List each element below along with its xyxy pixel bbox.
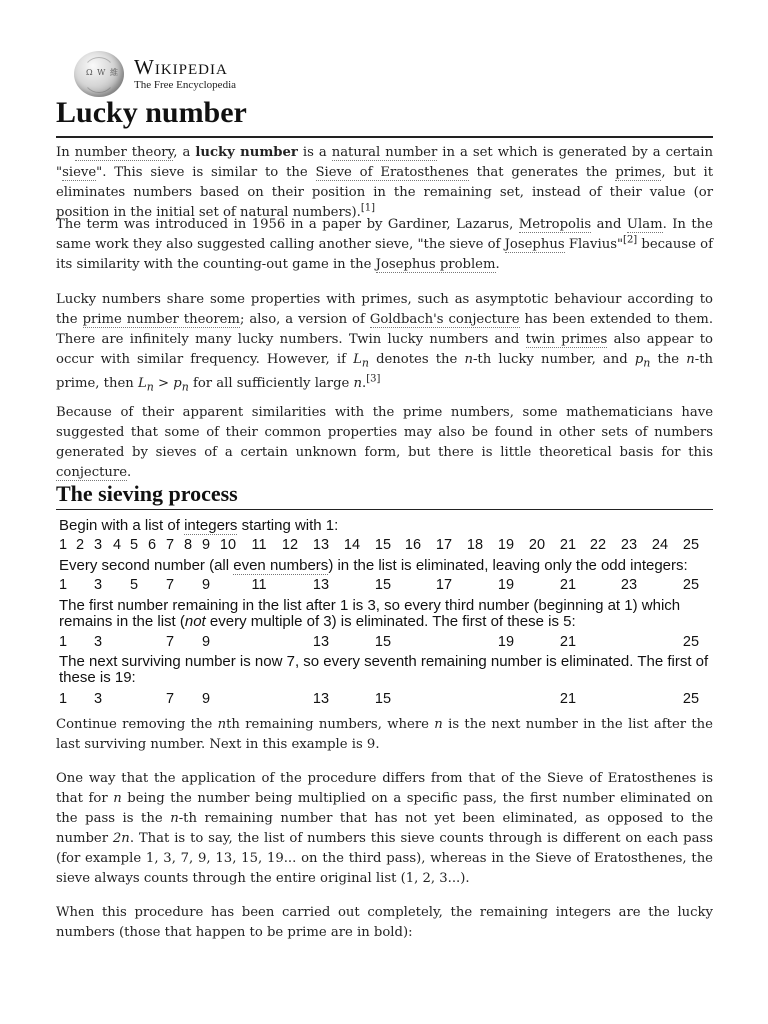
sieve-number: 19 xyxy=(497,634,515,650)
sieve-number: 21 xyxy=(559,577,577,593)
sieve-number: 9 xyxy=(201,577,211,593)
sieve-step-4: The next surviving number is now 7, so every seventh remaining number is eliminated. The first of these is 19: xyxy=(59,653,709,686)
reference-2[interactable]: [2] xyxy=(623,234,638,246)
intro-paragraph-1: In number theory, a lucky number is a natural number in a set which is generated by a certain "sieve". This sieve is similar to the Sieve of Eratosthenes that generates the primes, but it eliminates numbers based on their position in the remaining set, instead of their value (or position in the initial set of natural numbers).[1] xyxy=(56,145,713,220)
sieve-number: 13 xyxy=(312,691,330,707)
sieve-number: 14 xyxy=(343,537,361,553)
sieve-number: 19 xyxy=(497,577,515,593)
sieve-number: 3 xyxy=(93,634,103,650)
number-row-4 xyxy=(0,691,768,709)
sieve-number: 7 xyxy=(165,691,175,707)
sieve-step-2: Every second number (all even numbers) in the list is eliminated, leaving only the odd integers: xyxy=(59,557,688,574)
paragraph-continue: Continue removing the nth remaining numbers, where n is the next number in the list after the last surviving number. Next in this example is 9. xyxy=(56,717,713,752)
wordmark: Wikipedia xyxy=(134,55,228,79)
sieve-number: 15 xyxy=(374,634,392,650)
sieve-number: 25 xyxy=(682,577,700,593)
section-heading: The sieving process xyxy=(56,481,238,506)
wikipedia-logo[interactable] xyxy=(74,49,254,97)
sieve-number: 15 xyxy=(374,577,392,593)
sieve-number: 1 xyxy=(58,634,68,650)
link-primes[interactable]: primes xyxy=(615,165,662,180)
sieve-number: 7 xyxy=(165,537,175,553)
sieve-number: 23 xyxy=(620,537,638,553)
sieve-number: 13 xyxy=(312,577,330,593)
sieve-number: 12 xyxy=(281,537,299,553)
intro-paragraph-3: Lucky numbers share some properties with primes, such as asymptotic behaviour according to the prime number theorem; also, a version of Goldbach's conjecture has been extended to them. There are infinitely many lucky numbers. Twin lucky numbers and twin primes also appear to occur with similar frequency. However, if $L_n$ denotes the n-th lucky number, and $p_n$ the n-th prime, then $L_n > p_n$ for all sufficiently large n.[3] xyxy=(56,292,714,394)
paragraph-difference: One way that the application of the procedure differs from that of the Sieve of Eratosthenes is that for n being the number being multiplied on a specific pass, the first number eliminated on the pass is the n-th remaining number that has not yet been eliminated, as opposed to the number 2n. That is to say, the list of numbers this sieve counts through is different on each pass (for example 1, 3, 7, 9, 13, 15, 19... on the third pass), whereas in the Sieve of Eratosthenes, the sieve always counts through the entire original list (1, 2, 3...). xyxy=(56,771,713,886)
sieve-number: 7 xyxy=(165,577,175,593)
section-divider xyxy=(56,509,713,510)
sieve-number: 18 xyxy=(466,537,484,553)
sieve-number: 3 xyxy=(93,577,103,593)
link-number-theory[interactable]: number theory xyxy=(74,145,174,160)
sieve-number: 19 xyxy=(497,537,515,553)
sieve-number: 5 xyxy=(129,537,139,553)
sieve-number: 22 xyxy=(589,537,607,553)
sieve-number: 9 xyxy=(201,537,211,553)
sieve-number: 20 xyxy=(528,537,546,553)
sieve-number: 21 xyxy=(559,634,577,650)
sieve-number: 11 xyxy=(251,577,267,593)
sieve-number: 9 xyxy=(201,691,211,707)
link-twin-primes[interactable]: twin primes xyxy=(525,332,608,347)
sieve-number: 1 xyxy=(58,577,68,593)
link-ulam[interactable]: Ulam xyxy=(626,217,663,232)
sieve-number: 25 xyxy=(682,691,700,707)
title-divider xyxy=(56,136,713,138)
paragraph-result: When this procedure has been carried out completely, the remaining integers are the lucky numbers (those that happen to be prime are in bold): xyxy=(56,905,713,940)
sieve-number: 15 xyxy=(374,691,392,707)
sieve-number: 9 xyxy=(201,634,211,650)
link-sieve[interactable]: sieve xyxy=(62,165,97,180)
sieve-number: 4 xyxy=(112,537,122,553)
sieve-number: 3 xyxy=(93,691,103,707)
sieve-number: 6 xyxy=(147,537,157,553)
sieve-number: 21 xyxy=(559,691,577,707)
link-sieve-of-eratosthenes[interactable]: Sieve of Eratosthenes xyxy=(315,165,469,180)
sieve-number: 13 xyxy=(312,634,330,650)
link-even-numbers[interactable]: even numbers xyxy=(233,557,329,574)
sieve-number: 5 xyxy=(129,577,139,593)
sieve-number: 7 xyxy=(165,634,175,650)
sieve-number: 23 xyxy=(620,577,638,593)
wikipedia-globe-icon xyxy=(74,51,124,97)
sieve-number: 25 xyxy=(682,537,700,553)
sieve-number: 24 xyxy=(651,537,669,553)
sieve-number: 25 xyxy=(682,634,700,650)
sieve-number: 13 xyxy=(312,537,330,553)
link-natural-number[interactable]: natural number xyxy=(331,145,438,160)
sieve-number: 1 xyxy=(58,537,68,553)
link-goldbach-conjecture[interactable]: Goldbach's conjecture xyxy=(369,312,520,327)
number-row-3 xyxy=(0,634,768,652)
link-josephus[interactable]: Josephus xyxy=(504,237,565,252)
link-prime-number-theorem[interactable]: prime number theorem xyxy=(82,312,240,327)
sieve-number: 11 xyxy=(251,537,267,553)
sieve-number: 1 xyxy=(58,691,68,707)
bold-term: lucky number xyxy=(195,145,298,160)
number-row-1 xyxy=(0,537,768,555)
intro-paragraph-2: The term was introduced in 1956 in a paper by Gardiner, Lazarus, Metropolis and Ulam. In the same work they also suggested calling another sieve, "the sieve of Josephus Flavius"[2] because of its similarity with the counting-out game in the Josephus problem. xyxy=(56,217,714,272)
link-metropolis[interactable]: Metropolis xyxy=(518,217,592,232)
page-title: Lucky number xyxy=(56,96,247,129)
sieve-number: 10 xyxy=(219,537,237,553)
sieve-number: 17 xyxy=(435,577,453,593)
sieve-number: 2 xyxy=(75,537,85,553)
intro-paragraph-4: Because of their apparent similarities with the prime numbers, some mathematicians have suggested that some of their common properties may also be found in other sets of numbers generated by sieves of a certain unknown form, but there is little theoretical basis for this conjecture. xyxy=(56,405,713,480)
sieve-number: 17 xyxy=(435,537,453,553)
tagline: The Free Encyclopedia xyxy=(134,79,237,91)
link-integers[interactable]: integers xyxy=(184,517,238,534)
sieve-number: 16 xyxy=(404,537,422,553)
number-row-2 xyxy=(0,577,768,595)
reference-3[interactable]: [3] xyxy=(366,373,381,385)
sieve-number: 8 xyxy=(183,537,193,553)
reference-1[interactable]: [1] xyxy=(360,202,376,214)
sieve-number: 21 xyxy=(559,537,577,553)
sieve-number: 15 xyxy=(374,537,392,553)
link-conjecture[interactable]: conjecture xyxy=(56,465,127,480)
sieve-number: 3 xyxy=(93,537,103,553)
link-josephus-problem[interactable]: Josephus problem xyxy=(375,257,496,272)
sieve-step-1: Begin with a list of integers starting with 1: xyxy=(59,517,339,534)
sieve-step-3: The first number remaining in the list after 1 is 3, so every third number (beginning at 1) which remains in the list (not every multiple of 3) is eliminated. The first of these is 5: xyxy=(59,597,681,630)
